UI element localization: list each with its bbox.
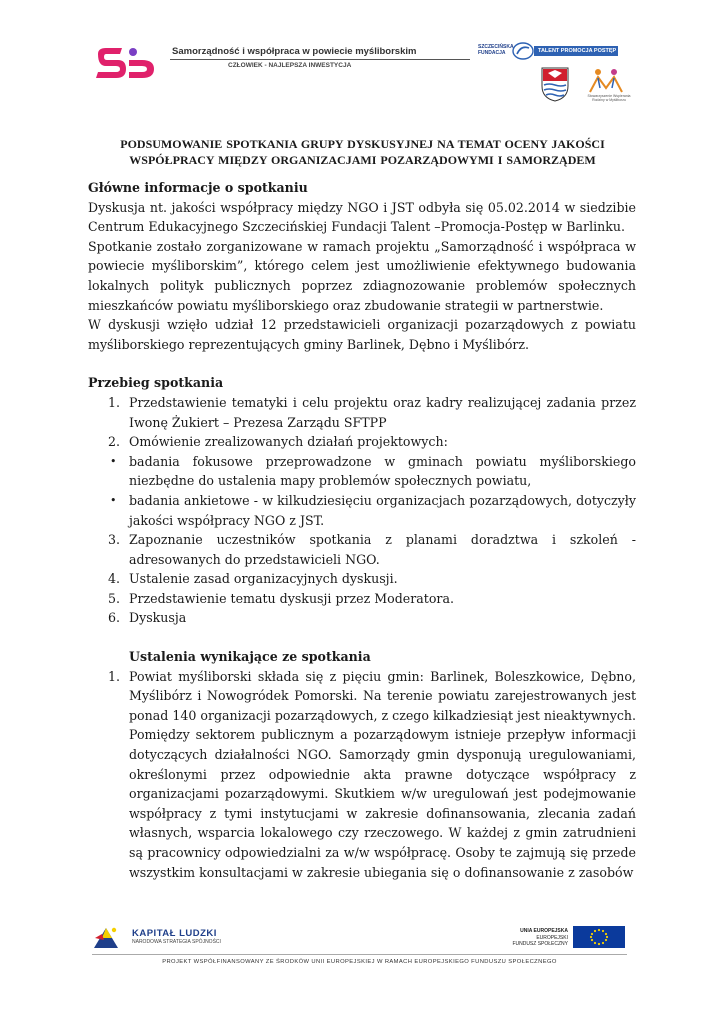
foundation-logo	[478, 42, 618, 64]
paragraph: Dyskusja nt. jakości współpracy między NGO i JST odbyła się 05.02.2014 w siedzibie Centrum Edukacyjnego Szczecińskiej Fundacji Talent –Promocja-Postęp w Barlinku.	[88, 199, 636, 235]
document-title-line-1: PODSUMOWANIE SPOTKANIA GRUPY DYSKUSYJNEJ NA TEMAT OCENY JAKOŚCI	[120, 137, 605, 151]
list-item	[88, 589, 636, 609]
kapital-ludzki-subtitle: NARODOWA STRATEGIA SPÓJNOŚCI	[132, 939, 221, 945]
section-heading-findings: Ustalenia wynikające ze spotkania	[129, 649, 371, 665]
list-item-text: Przedstawienie tematyki i celu projektu oraz kadry realizującej zadania przez Iwonę Żukiert – Prezesa Zarządu SFTPP	[129, 394, 636, 430]
list-item-text: Zapoznanie uczestników spotkania z planami doradztwa i szkoleń - adresowanych do przedstawicieli NGO.	[129, 532, 636, 567]
list-marker: 6.	[108, 610, 121, 626]
paragraph: Spotkanie zostało zorganizowane w ramach projektu „Samorządność i współpraca w powiecie myśliborskim”, którego celem jest umożliwienie efektywnego budowania lokalnych polityk publicznych poprzez zdiagnozowanie problemów społecznych mieszkańców powiatu myśliborskiego oraz zbudowanie strategii w partnerstwie.	[88, 238, 636, 313]
list-item	[88, 667, 636, 883]
list-item-text: badania ankietowe - w kilkudziesięciu organizacjach pozarządowych, dotyczyły jakości współpracy NGO z JST.	[129, 492, 636, 528]
list-item	[88, 491, 636, 530]
section-heading-meeting-course: Przebieg spotkania	[88, 375, 224, 391]
list-item-text: Omówienie zrealizowanych działań projektowych:	[129, 434, 448, 450]
meeting-course-list	[88, 393, 636, 628]
list-item	[88, 393, 636, 432]
findings-list	[88, 667, 636, 883]
document-title	[90, 136, 635, 168]
list-item	[88, 530, 636, 569]
page-footer	[0, 918, 725, 988]
eu-label-line-2: EUROPEJSKI	[536, 934, 568, 941]
list-marker: 2.	[108, 434, 121, 450]
list-item-text: Ustalenie zasad organizacyjnych dyskusji.	[129, 571, 398, 587]
list-item-text: Przedstawienie tematu dyskusji przez Moderatora.	[129, 590, 454, 606]
list-item	[88, 569, 636, 589]
project-title: Samorządność i współpraca w powiecie myśliborskim	[172, 46, 417, 57]
section-heading-main-info: Główne informacje o spotkaniu	[88, 180, 308, 195]
list-marker: 4.	[108, 571, 121, 587]
list-marker: 1.	[108, 668, 121, 684]
bullet-marker: •	[110, 493, 117, 507]
eu-label-line-3: FUNDUSZ SPOŁECZNY	[512, 941, 568, 947]
project-logo-icon	[92, 46, 162, 82]
foundation-label: SZCZECIŃSKA FUNDACJA	[478, 44, 514, 56]
document-body	[88, 178, 636, 882]
foundation-emblem-icon	[512, 42, 534, 60]
eu-flag-icon	[573, 926, 625, 948]
list-item	[88, 608, 636, 628]
list-item-text: Powiat myśliborski składa się z pięciu gmin: Barlinek, Boleszkowice, Dębno, Myślibórz i Nowogródek Pomorski. Na terenie powiatu zarejestrowanych jest ponad 140 organizacji pozarządowych, z czego kilkadziesiąt jest nieaktywnych. Pomiędzy sektorem publicznym a pozarządowym istnieje przepływ informacji dotyczących działalności NGO. Samorządy gmin dysponują uregulowaniami, określonymi przez odpowiednie akta prawne dotyczące współpracy z organizacjami pozarządowymi. Skutkiem w/w uregulowań jest podejmowanie współpracy z tymi instytucjami w zakresie dofinansowania, zlecania zadań własnych, wsparcia lokalowego czy rzeczowego. W każdej z gmin zatrudnieni są pracownicy odpowiedzialni za w/w współpracę. Osoby te zajmują się przede wszystkim konsultacjami w zakresie ubiegania się o dofinansowanie z zasobów	[129, 668, 636, 880]
paragraph: W dyskusji wzięło udział 12 przedstawicieli organizacji pozarządowych z powiatu myśliborskiego reprezentujących gminy Barlinek, Dębno i Myślibórz.	[88, 317, 636, 352]
foundation-bar: TALENT PROMOCJA POSTĘP	[534, 46, 618, 56]
list-item	[88, 432, 636, 452]
list-item-text: Dyskusja	[129, 610, 187, 626]
list-marker: 5.	[108, 590, 121, 606]
document-title-line-2: WSPÓŁPRACY MIĘDZY ORGANIZACJAMI POZARZĄDOWYMI I SAMORZĄDEM	[129, 153, 596, 167]
project-subtitle: CZŁOWIEK - NAJLEPSZA INWESTYCJA	[228, 62, 352, 69]
list-marker: 1.	[108, 394, 121, 410]
list-marker: 3.	[108, 532, 121, 548]
header-divider	[170, 59, 470, 60]
kapital-ludzki-title: KAPITAŁ LUDZKI	[132, 928, 217, 939]
bullet-marker: •	[110, 454, 117, 468]
list-item	[88, 452, 636, 491]
section-spacer	[88, 628, 636, 647]
eu-fund-label	[500, 928, 568, 948]
page-header	[0, 36, 725, 106]
kapital-ludzki-logo-icon	[92, 924, 122, 950]
county-crest-icon	[540, 66, 570, 102]
section-spacer	[88, 354, 636, 373]
eu-label-line-1: UNIA EUROPEJSKA	[520, 928, 568, 934]
cofinancing-statement: PROJEKT WSPÓŁFINANSOWANY ZE ŚRODKÓW UNII EUROPEJSKIEJ W RAMACH EUROPEJSKIEGO FUNDUSZU SPOŁECZNEGO	[92, 954, 627, 965]
partner-caption: Stowarzyszenie Wspierania Rodziny w Myśliborzu	[587, 94, 631, 102]
list-item-text: badania fokusowe przeprowadzone w gminach powiatu myśliborskiego niezbędne do ustalenia mapy problemów społecznych powiatu,	[129, 453, 636, 489]
